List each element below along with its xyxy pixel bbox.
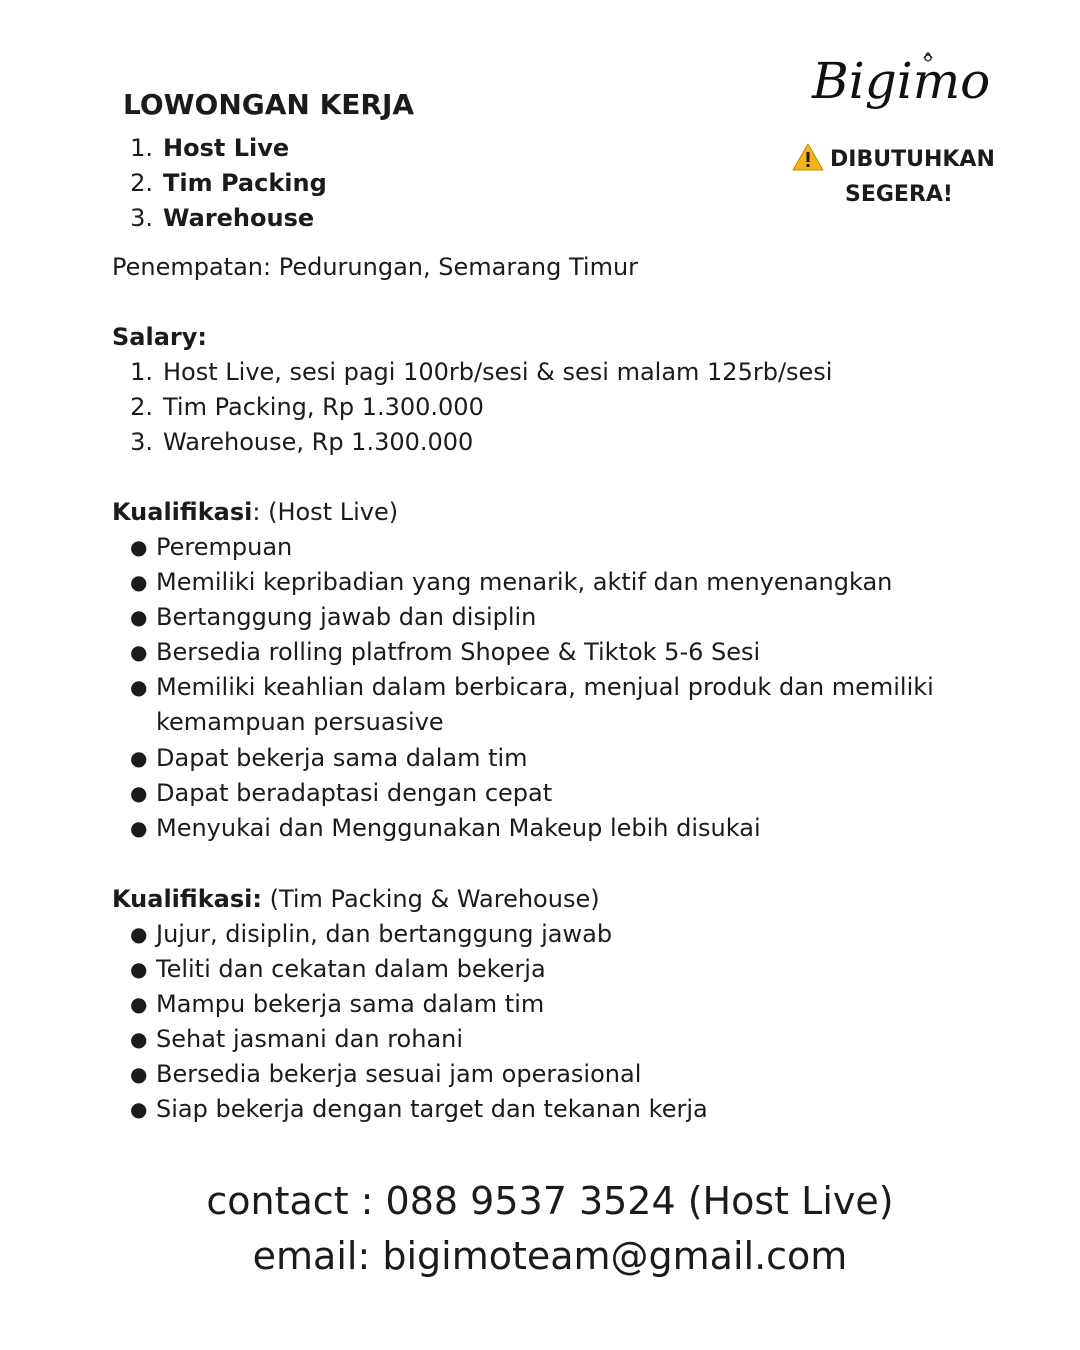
urgent-text: DIBUTUHKAN <box>830 147 995 172</box>
list-item: ● Bersedia rolling platfrom Shopee & Tiktok 5-6 Sesi <box>130 638 761 667</box>
contact-phone: contact : 088 9537 3524 (Host Live) <box>206 1179 894 1223</box>
warning-icon <box>792 143 824 171</box>
list-item: ● Memiliki kepribadian yang menarik, aktif dan menyenangkan <box>130 568 893 597</box>
list-item: ● Jujur, disiplin, dan bertanggung jawab <box>130 920 613 948</box>
page-title: LOWONGAN KERJA <box>123 88 415 121</box>
list-item: ● Mampu bekerja sama dalam tim <box>130 990 545 1019</box>
list-item: ● Menyukai dan Menggunakan Makeup lebih disukai <box>130 813 761 842</box>
placement-text: Penempatan: Pedurungan, Semarang Timur <box>112 253 639 281</box>
list-item: ● Sehat jasmani dan rohani <box>130 1025 464 1054</box>
list-item: ● Teliti dan cekatan dalam bekerja <box>130 955 546 984</box>
contact-email: email: bigimoteam@gmail.com <box>252 1234 848 1278</box>
urgent-badge <box>792 142 1032 212</box>
host-qualification-heading: Kualifikasi: (Host Live) <box>112 498 399 526</box>
host-qualification-list <box>112 530 934 846</box>
brand-logo <box>806 36 991 136</box>
list-item: ● Memiliki keahlian dalam berbicara, menjual produk dan memiliki <box>130 673 934 702</box>
contact-block <box>0 1174 1080 1284</box>
list-item: 1. Host Live, sesi pagi 100rb/sesi & sesi malam 125rb/sesi <box>130 358 833 386</box>
list-item: ● Dapat bekerja sama dalam tim <box>130 743 528 772</box>
list-item: ● Siap bekerja dengan target dan tekanan kerja <box>130 1095 708 1124</box>
list-item: ● Bertanggung jawab dan disiplin <box>130 603 537 632</box>
list-item: ● Dapat beradaptasi dengan cepat <box>130 778 553 807</box>
list-item: 2. Tim Packing <box>130 169 327 198</box>
list-item: 2. Tim Packing, Rp 1.300.000 <box>130 393 484 422</box>
positions-list <box>121 131 327 236</box>
svg-text:Bigimo: Bigimo <box>812 52 991 110</box>
list-item: kemampuan persuasive <box>156 708 444 737</box>
list-item: 3. Warehouse, Rp 1.300.000 <box>130 428 474 457</box>
urgent-text: SEGERA! <box>845 182 953 207</box>
list-item: ● Perempuan <box>130 533 293 561</box>
salary-heading: Salary: <box>112 323 207 351</box>
list-item: 1. Host Live <box>130 134 290 162</box>
warehouse-qualification-heading: Kualifikasi: (Tim Packing & Warehouse) <box>112 885 600 913</box>
salary-list <box>121 355 832 460</box>
warehouse-qualification-list <box>112 917 708 1128</box>
list-item: 3. Warehouse <box>130 204 315 233</box>
list-item: ● Bersedia bekerja sesuai jam operasional <box>130 1060 642 1089</box>
